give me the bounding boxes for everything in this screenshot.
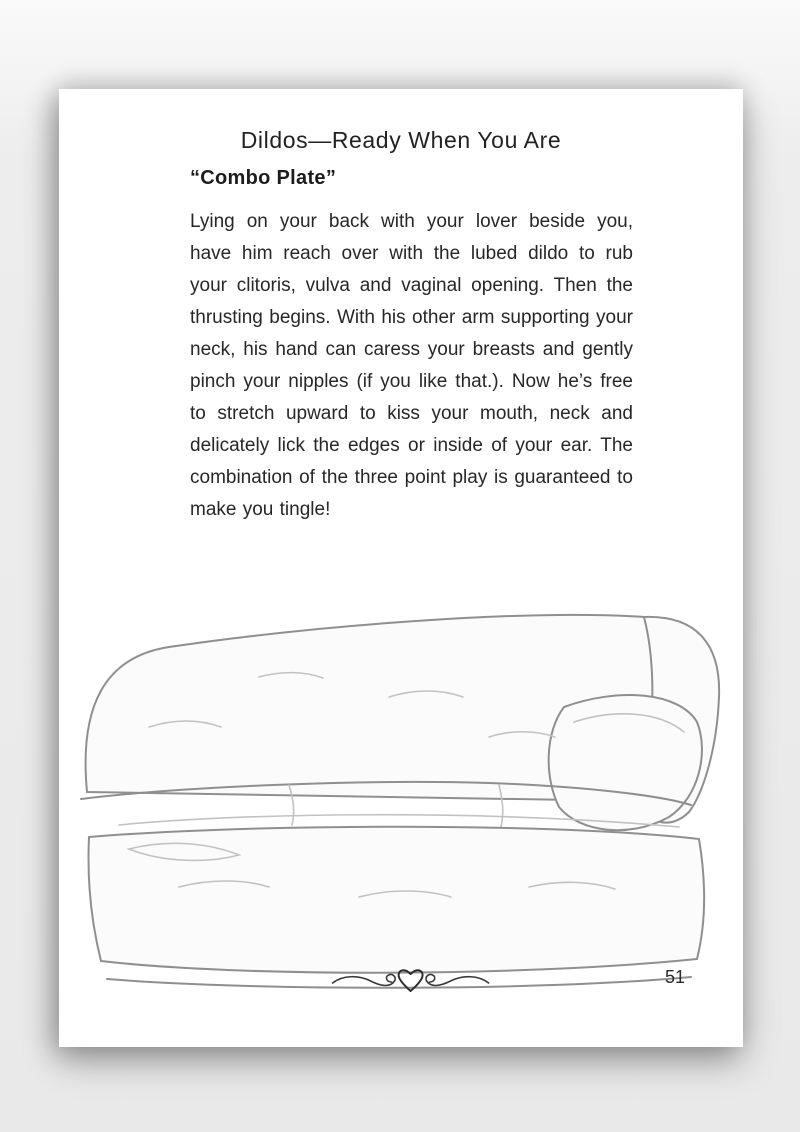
body-paragraph: Lying on your back with your lover beside you, have him reach over with the lubed dildo to rub your clitoris, vulva and vaginal opening. Then the thrusting begins. With his other arm supporting your neck, his hand can caress your breasts and gently pinch your nipples (if you like that.). Now he’s free to stretch upward to kiss your mouth, neck and delicately lick the edges or inside of your ear. The combination of the three point play is guaranteed to make you tingle! bbox=[190, 211, 633, 520]
heart-flourish-svg bbox=[331, 965, 491, 997]
running-head: Dildos—Ready When You Are bbox=[240, 127, 562, 153]
page-number: 51 bbox=[664, 967, 685, 987]
text-column bbox=[190, 167, 633, 526]
book-page bbox=[59, 89, 743, 1047]
couch-sketch-svg bbox=[59, 587, 743, 1012]
page-footer bbox=[59, 965, 743, 997]
couch-illustration bbox=[59, 587, 743, 1012]
section-title: “Combo Plate” bbox=[190, 167, 337, 189]
heart-flourish-icon bbox=[331, 965, 491, 997]
